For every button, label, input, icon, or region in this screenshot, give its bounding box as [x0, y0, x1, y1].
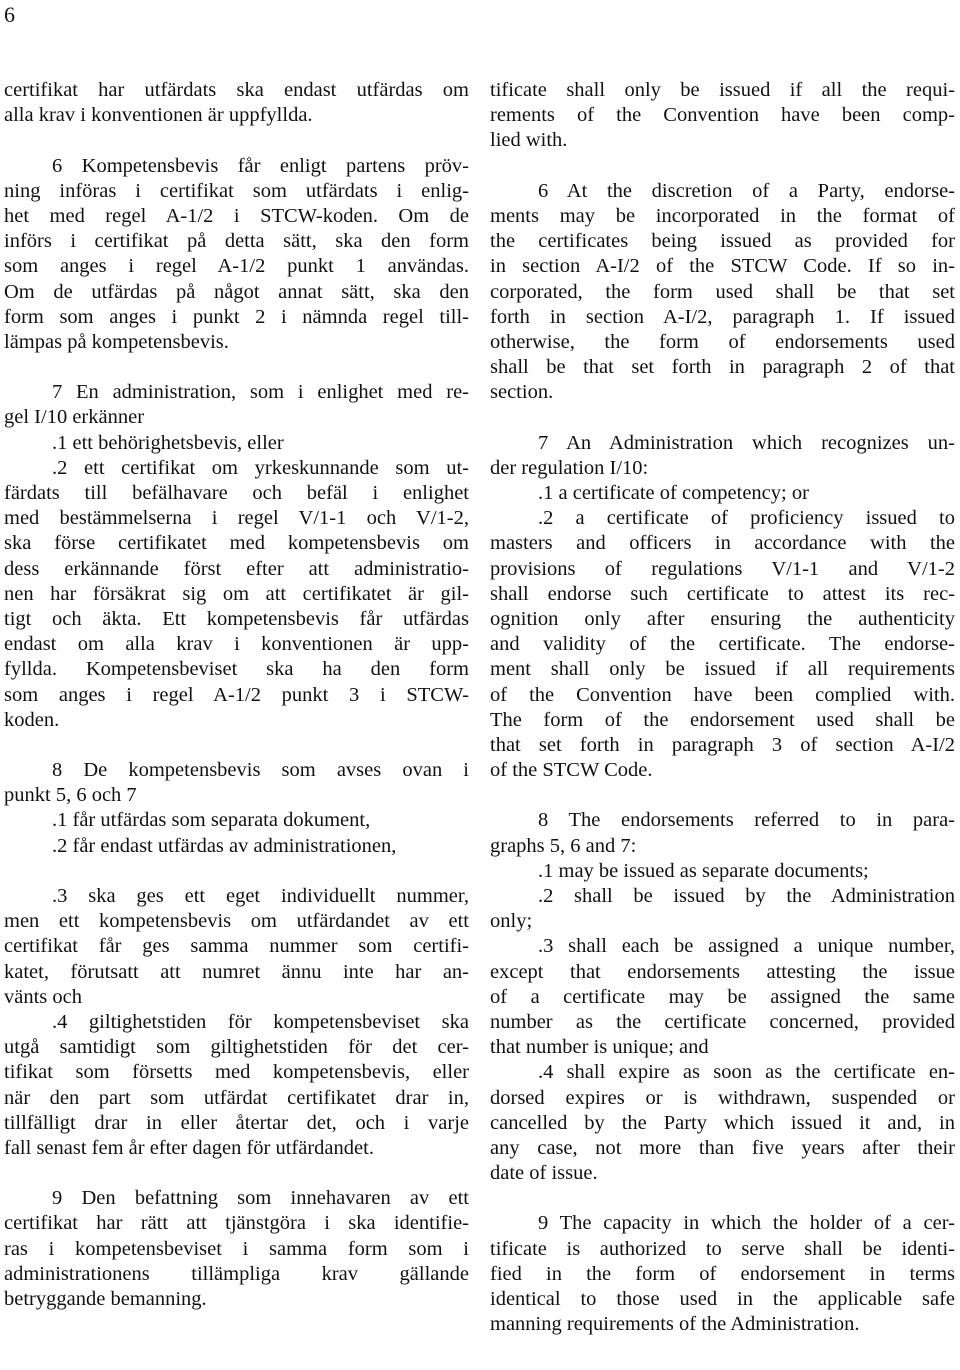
- swedish-text-line: certifikat får ges samma nummer som certifi-: [4, 935, 469, 958]
- english-text-line: .4 shall expire as soon as the certificate en-: [538, 1061, 955, 1084]
- english-text-line: of a certificate may be assigned the same: [490, 985, 955, 1008]
- swedish-text-line: het med regel A-1/2 i STCW-koden. Om de: [4, 204, 469, 227]
- english-text-line: otherwise, the form of endorsements used: [490, 330, 955, 353]
- swedish-text-line: nen har försäkrat sig om att certifikatet är gil-: [4, 582, 469, 605]
- english-text-line: date of issue.: [490, 1162, 598, 1185]
- english-text-line: 7 An Administration which recognizes un-: [538, 431, 955, 454]
- swedish-text-line: införs i certifikat på detta sätt, ska den form: [4, 230, 469, 253]
- swedish-text-line: tifikat som försetts med kompetensbevis, eller: [4, 1061, 469, 1084]
- english-text-line: forth in section A-I/2, paragraph 1. If issued: [490, 305, 955, 328]
- english-text-line: in section A-I/2 of the STCW Code. If so in-: [490, 255, 955, 278]
- swedish-text-line: fall senast fem år efter dagen för utfärdandet.: [4, 1136, 374, 1159]
- english-text-line: shall be that set forth in paragraph 2 of that: [490, 356, 955, 379]
- english-text-line: number as the certificate concerned, provided: [490, 1010, 955, 1033]
- english-text-line: .2 shall be issued by the Administration: [538, 885, 955, 907]
- english-text-line: rements of the Convention have been comp-: [490, 104, 955, 127]
- swedish-text-line: administrationens tillämpliga krav gällande: [4, 1262, 469, 1285]
- english-text-line: and validity of the certificate. The endorse-: [490, 633, 955, 656]
- english-text-line: ments may be incorporated in the format of: [490, 204, 955, 227]
- swedish-text-line: .1 får utfärdas som separata dokument,: [52, 809, 371, 832]
- swedish-text-line: certifikat har rätt att tjänstgöra i ska identifie-: [4, 1212, 469, 1235]
- swedish-text-line: alla krav i konventionen är uppfyllda.: [4, 104, 313, 127]
- swedish-text-line: punkt 5, 6 och 7: [4, 784, 137, 807]
- swedish-text-line: 9 Den befattning som innehavaren av ett: [52, 1187, 469, 1210]
- swedish-text-line: tillfälligt drar in eller återtar det, och i varje: [4, 1111, 469, 1134]
- swedish-text-line: betryggande bemanning.: [4, 1288, 207, 1310]
- english-text-line: dorsed expires or is withdrawn, suspended or: [490, 1086, 955, 1109]
- swedish-text-line: koden.: [4, 708, 60, 731]
- english-text-line: identical to those used in the applicable safe: [490, 1288, 955, 1310]
- paragraph-gap: [4, 128, 469, 153]
- english-text-line: any case, not more than five years after their: [490, 1136, 955, 1159]
- swedish-text-line: endast om alla krav i konventionen är upp-: [4, 633, 469, 656]
- paragraph-gap: [4, 859, 469, 884]
- paragraph-gap: [490, 405, 955, 430]
- swedish-text-line: tigt och äkta. Ett kompetensbevis får utfärdas: [4, 607, 469, 630]
- english-text-line: provisions of regulations V/1-1 and V/1-2: [490, 557, 955, 580]
- swedish-text-line: som anges i regel A-1/2 punkt 3 i STCW-: [4, 683, 469, 706]
- swedish-text-line: 8 De kompetensbevis som avses ovan i: [52, 759, 469, 782]
- swedish-text-line: 6 Kompetensbevis får enligt partens pröv-: [52, 154, 469, 177]
- swedish-text-line: som anges i regel A-1/2 punkt 1 användas.: [4, 255, 469, 278]
- english-text-line: .3 shall each be assigned a unique number,: [538, 935, 955, 958]
- english-text-line: 8 The endorsements referred to in para-: [538, 809, 955, 832]
- english-text-line: of the Convention have been complied with.: [490, 683, 955, 706]
- english-text-line: cancelled by the Party which issued it and, in: [490, 1111, 955, 1134]
- english-text-line: tificate shall only be issued if all the requi-: [490, 79, 955, 101]
- swedish-text-line: Om de utfärdas på något annat sätt, ska den: [4, 280, 469, 303]
- paragraph-gap: [490, 154, 955, 179]
- swedish-text-line: men ett kompetensbevis om utfärdandet av ett: [4, 910, 469, 933]
- english-text-line: manning requirements of the Administration.: [490, 1313, 860, 1336]
- swedish-text-line: lämpas på kompetensbevis.: [4, 330, 229, 353]
- english-text-line: fied in the form of endorsement in terms: [490, 1262, 955, 1285]
- swedish-text-line: .4 giltighetstiden för kompetensbeviset ska: [52, 1010, 469, 1033]
- swedish-text-line: .3 ska ges ett eget individuellt nummer,: [52, 885, 469, 907]
- swedish-text-line: utgå samtidigt som giltighetstiden för det cer-: [4, 1036, 469, 1059]
- swedish-text-line: färdats till befälhavare och befäl i enlighet: [4, 482, 469, 504]
- english-text-line: 9 The capacity in which the holder of a cer-: [538, 1212, 955, 1235]
- english-text-line: the certificates being issued as provided for: [490, 230, 955, 253]
- english-text-line: shall endorse such certificate to attest its rec-: [490, 582, 955, 605]
- swedish-text-line: form som anges i punkt 2 i nämnda regel till-: [4, 305, 469, 328]
- english-text-line: .1 may be issued as separate documents;: [538, 859, 869, 882]
- english-text-line: ment shall only be issued if all requirements: [490, 658, 955, 681]
- english-text-line: except that endorsements attesting the issue: [490, 960, 955, 983]
- swedish-text-line: .2 får endast utfärdas av administrationen,: [52, 834, 397, 857]
- paragraph-gap: [4, 355, 469, 380]
- swedish-text-line: ras i kompetensbeviset i samma form som i: [4, 1237, 469, 1260]
- english-text-line: section.: [490, 381, 554, 404]
- swedish-text-line: .2 ett certifikat om yrkeskunnande som ut-: [52, 456, 469, 479]
- swedish-text-line: med bestämmelserna i regel V/1-1 och V/1-2,: [4, 507, 469, 530]
- english-text-line: 6 At the discretion of a Party, endorse-: [538, 179, 955, 202]
- english-text-line: tificate is authorized to serve shall be identi-: [490, 1237, 955, 1260]
- swedish-text-line: .1 ett behörighetsbevis, eller: [52, 431, 284, 454]
- english-text-line: ognition only after ensuring the authenticity: [490, 607, 955, 630]
- english-text-line: lied with.: [490, 129, 568, 152]
- english-text-line: corporated, the form used shall be that set: [490, 280, 955, 303]
- paragraph-gap: [4, 733, 469, 758]
- swedish-text-line: dess erkännande först efter att administratio-: [4, 557, 469, 580]
- english-text-column: [490, 78, 955, 1337]
- swedish-text-line: certifikat har utfärdats ska endast utfärdas om: [4, 79, 469, 101]
- swedish-text-line: katet, förutsatt att numret ännu inte har an-: [4, 960, 469, 983]
- english-text-line: that set forth in paragraph 3 of section A-I/2: [490, 733, 955, 756]
- english-text-line: graphs 5, 6 and 7:: [490, 834, 637, 857]
- english-text-line: masters and officers in accordance with the: [490, 532, 955, 555]
- english-text-line: of the STCW Code.: [490, 759, 653, 782]
- swedish-text-column: [4, 78, 469, 1312]
- paragraph-gap: [490, 1186, 955, 1211]
- english-text-line: .2 a certificate of proficiency issued to: [538, 507, 955, 530]
- page-number: 6: [4, 2, 15, 27]
- swedish-text-line: 7 En administration, som i enlighet med re-: [52, 381, 469, 404]
- english-text-line: that number is unique; and: [490, 1036, 709, 1059]
- swedish-text-line: när den part som utfärdat certifikatet drar in,: [4, 1086, 469, 1109]
- swedish-text-line: gel I/10 erkänner: [4, 406, 145, 429]
- swedish-text-line: ska förse certifikatet med kompetensbevis om: [4, 532, 469, 555]
- english-text-line: der regulation I/10:: [490, 456, 649, 479]
- english-text-line: The form of the endorsement used shall be: [490, 708, 955, 731]
- swedish-text-line: vänts och: [4, 985, 82, 1008]
- swedish-text-line: fyllda. Kompetensbeviset ska ha den form: [4, 658, 469, 681]
- swedish-text-line: ning införas i certifikat som utfärdats i enlig-: [4, 179, 469, 202]
- english-text-line: only;: [490, 910, 533, 933]
- paragraph-gap: [490, 783, 955, 808]
- english-text-line: .1 a certificate of competency; or: [538, 482, 809, 504]
- paragraph-gap: [4, 1161, 469, 1186]
